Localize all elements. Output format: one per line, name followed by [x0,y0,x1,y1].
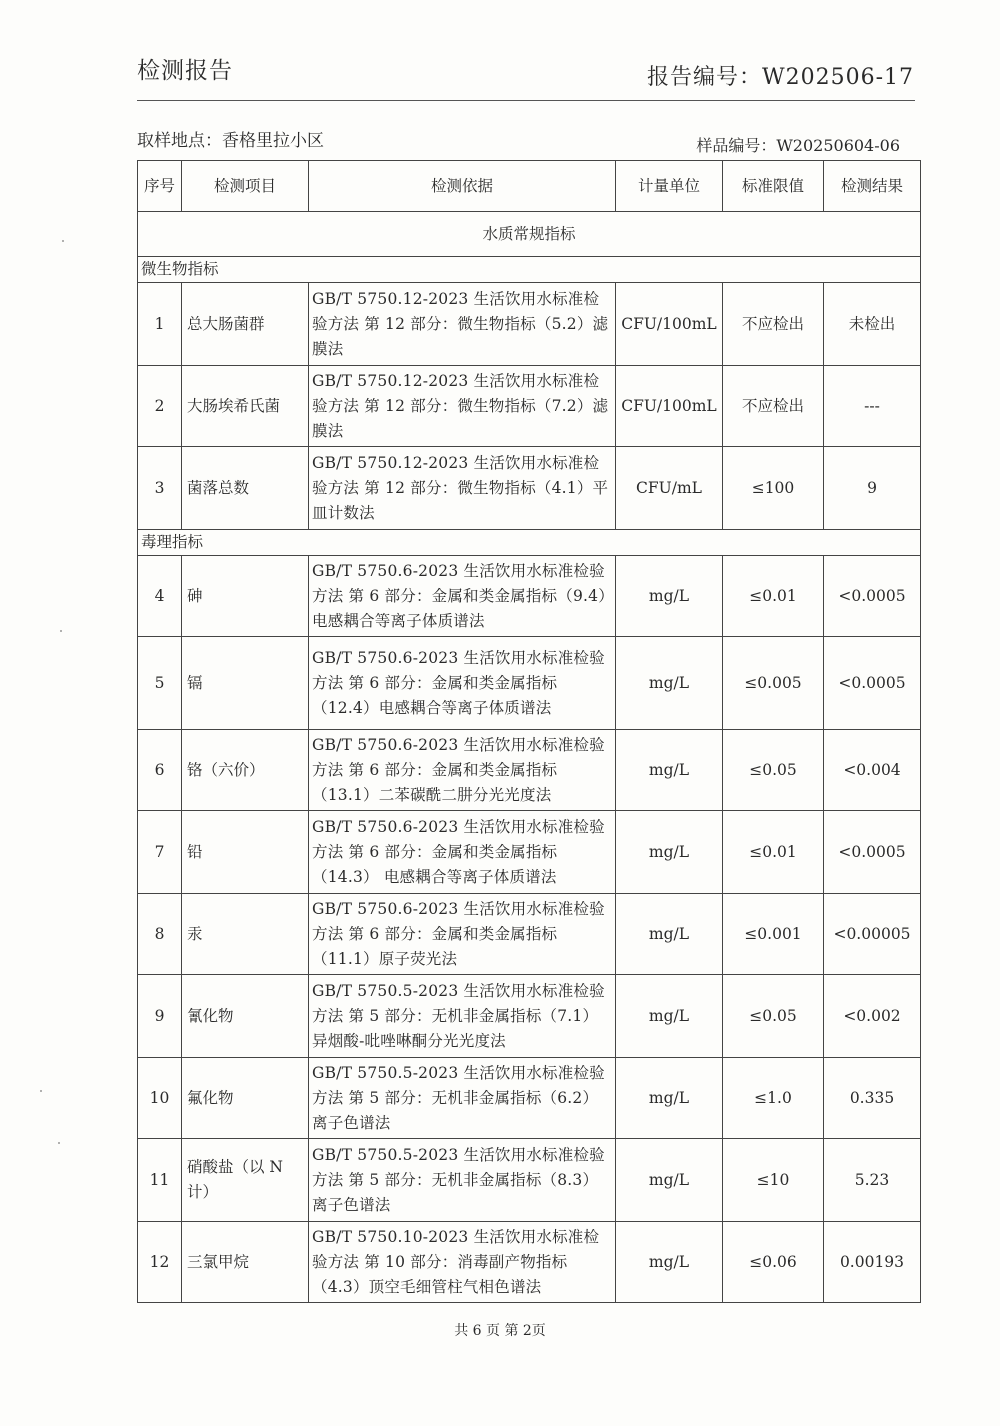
row-number: 2 [138,366,182,447]
row-number: 6 [138,730,182,811]
row-limit: ≤10 [723,1139,824,1222]
row-result: <0.004 [824,730,921,811]
report-number: 报告编号：W202506-17 [646,65,914,90]
table-row [138,637,921,730]
row-limit: ≤0.005 [723,637,824,730]
scan-speck [62,240,64,242]
row-basis: GB/T 5750.6-2023 生活饮用水标准检验方法 第 6 部分：金属和类金属指标（12.4）电感耦合等离子体质谱法 [309,637,616,730]
row-limit: ≤0.01 [723,556,824,637]
row-item: 总大肠菌群 [182,283,309,366]
row-result: <0.0005 [824,556,921,637]
table-row [138,556,921,637]
table-row [138,1222,921,1303]
row-result: 5.23 [824,1139,921,1222]
row-result: 9 [824,447,921,530]
section-row [138,257,921,283]
row-result: <0.00005 [824,894,921,975]
row-basis: GB/T 5750.10-2023 生活饮用水标准检验方法 第 10 部分：消毒副产物指标（4.3）顶空毛细管柱气相色谱法 [309,1222,616,1303]
row-basis: GB/T 5750.5-2023 生活饮用水标准检验方法 第 5 部分：无机非金属指标（7.1）异烟酸-吡唑啉酮分光光度法 [309,975,616,1058]
row-number: 8 [138,894,182,975]
header-limit: 标准限值 [723,161,824,212]
row-result: 未检出 [824,283,921,366]
row-unit: mg/L [616,1222,723,1303]
row-item: 大肠埃希氏菌 [182,366,309,447]
row-unit: mg/L [616,894,723,975]
section-title: 毒理指标 [138,530,921,556]
table-row [138,366,921,447]
group-title: 水质常规指标 [138,212,921,257]
row-item: 汞 [182,894,309,975]
row-number: 4 [138,556,182,637]
row-number: 1 [138,283,182,366]
scan-speck [60,630,62,632]
row-number: 12 [138,1222,182,1303]
table-row [138,894,921,975]
header-divider [137,100,915,101]
row-number: 11 [138,1139,182,1222]
group-title-row [138,212,921,257]
row-basis: GB/T 5750.12-2023 生活饮用水标准检验方法 第 12 部分：微生物指标（7.2）滤膜法 [309,366,616,447]
table-row [138,1139,921,1222]
row-item: 铬（六价） [182,730,309,811]
row-result: 0.00193 [824,1222,921,1303]
scan-speck [58,1142,60,1144]
row-number: 7 [138,811,182,894]
header-result: 检测结果 [824,161,921,212]
row-result: 0.335 [824,1058,921,1139]
row-limit: ≤0.05 [723,975,824,1058]
row-item: 砷 [182,556,309,637]
section-row [138,530,921,556]
row-unit: CFU/100mL [616,283,723,366]
table-row [138,730,921,811]
row-limit: ≤100 [723,447,824,530]
row-basis: GB/T 5750.12-2023 生活饮用水标准检验方法 第 12 部分：微生物指标（4.1）平皿计数法 [309,447,616,530]
header-item: 检测项目 [182,161,309,212]
row-result: <0.0005 [824,811,921,894]
row-unit: mg/L [616,975,723,1058]
row-unit: mg/L [616,730,723,811]
row-basis: GB/T 5750.6-2023 生活饮用水标准检验方法 第 6 部分：金属和类金属指标（11.1）原子荧光法 [309,894,616,975]
row-unit: mg/L [616,1139,723,1222]
row-unit: mg/L [616,811,723,894]
page-footer: 共 6 页 第 2页 [454,1323,546,1339]
row-item: 氟化物 [182,1058,309,1139]
row-unit: CFU/mL [616,447,723,530]
row-number: 5 [138,637,182,730]
row-limit: ≤0.05 [723,730,824,811]
row-item: 铅 [182,811,309,894]
table-row [138,447,921,530]
row-basis: GB/T 5750.6-2023 生活饮用水标准检验方法 第 6 部分：金属和类金属指标（13.1）二苯碳酰二肼分光光度法 [309,730,616,811]
row-basis: GB/T 5750.6-2023 生活饮用水标准检验方法 第 6 部分：金属和类金属指标（9.4）电感耦合等离子体质谱法 [309,556,616,637]
row-result: <0.002 [824,975,921,1058]
row-basis: GB/T 5750.6-2023 生活饮用水标准检验方法 第 6 部分：金属和类金属指标（14.3） 电感耦合等离子体质谱法 [309,811,616,894]
row-number: 10 [138,1058,182,1139]
table-row [138,283,921,366]
table-row [138,811,921,894]
row-limit: 不应检出 [723,366,824,447]
section-title: 微生物指标 [138,257,921,283]
row-limit: 不应检出 [723,283,824,366]
sample-number: 样品编号：W20250604-06 [696,136,900,155]
table-row [138,1058,921,1139]
row-item: 镉 [182,637,309,730]
row-basis: GB/T 5750.12-2023 生活饮用水标准检验方法 第 12 部分：微生物指标（5.2）滤膜法 [309,283,616,366]
row-item: 氰化物 [182,975,309,1058]
scan-speck [40,1090,42,1092]
row-number: 3 [138,447,182,530]
row-basis: GB/T 5750.5-2023 生活饮用水标准检验方法 第 5 部分：无机非金属指标（6.2）离子色谱法 [309,1058,616,1139]
row-basis: GB/T 5750.5-2023 生活饮用水标准检验方法 第 5 部分：无机非金属指标（8.3）离子色谱法 [309,1139,616,1222]
header-basis: 检测依据 [309,161,616,212]
row-unit: mg/L [616,556,723,637]
row-item: 三氯甲烷 [182,1222,309,1303]
report-title: 检测报告 [137,58,233,84]
row-result: <0.0005 [824,637,921,730]
row-limit: ≤0.001 [723,894,824,975]
header-no: 序号 [138,161,182,212]
results-table [137,160,921,1303]
row-limit: ≤1.0 [723,1058,824,1139]
row-item: 硝酸盐（以 N 计） [182,1139,309,1222]
header-unit: 计量单位 [616,161,723,212]
table-row [138,975,921,1058]
row-unit: CFU/100mL [616,366,723,447]
row-limit: ≤0.06 [723,1222,824,1303]
row-unit: mg/L [616,1058,723,1139]
table-header-row [138,161,921,212]
row-limit: ≤0.01 [723,811,824,894]
sampling-location: 取样地点：香格里拉小区 [137,131,324,151]
row-item: 菌落总数 [182,447,309,530]
row-result: --- [824,366,921,447]
row-number: 9 [138,975,182,1058]
results-table-body [138,161,921,1303]
row-unit: mg/L [616,637,723,730]
